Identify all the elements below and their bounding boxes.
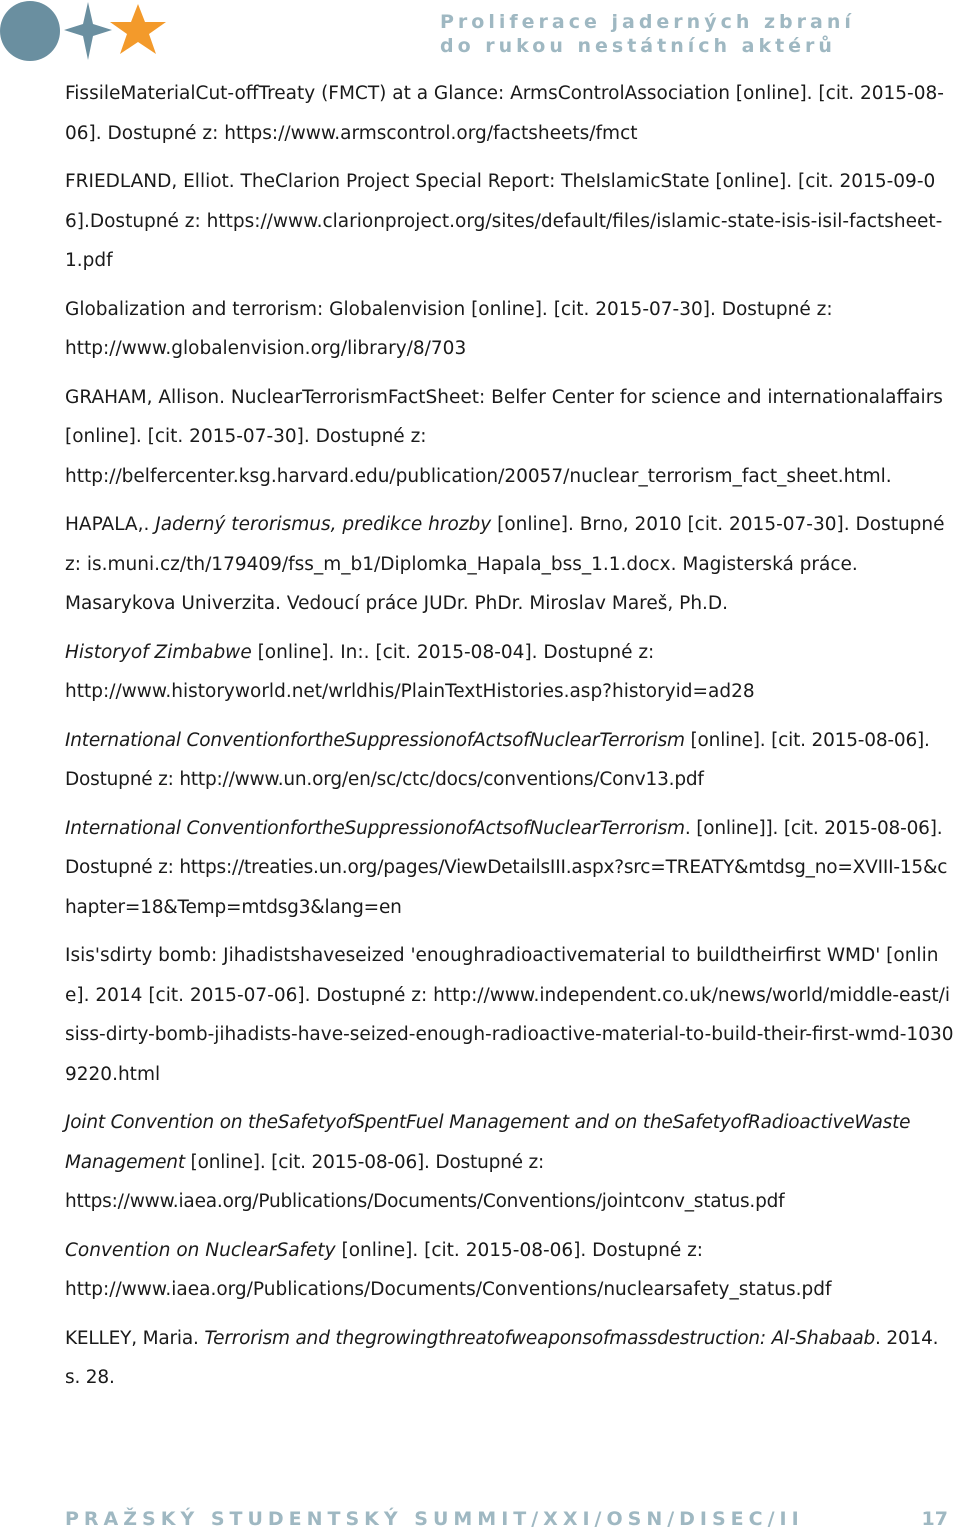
header-title: [440, 10, 855, 58]
reference-title: Convention on NuclearSafety: [65, 1239, 336, 1261]
page-number: 17: [921, 1508, 948, 1530]
reference-entry: FissileMaterialCut-offTreaty (FMCT) at a Glance: ArmsControlAssociation [online]. [cit. 2015-08-06]. Dostupné z: https://www.armscontrol.org/factsheets/fmct: [65, 83, 944, 144]
page-footer: [65, 1508, 948, 1530]
reference-entry: Joint Convention on theSafetyofSpentFuel Management and on theSafetyofRadioactiveWaste Management [online]. [cit. 2015-08-06]. Dostupné z: https://www.iaea.org/Publications/Documents/Conventions/jointconv_status.pdf: [65, 1112, 911, 1212]
reference-title: International ConventionfortheSuppressionofActsofNuclearTerrorism: [65, 817, 685, 839]
reference-entry: Convention on NuclearSafety [online]. [cit. 2015-08-06]. Dostupné z: http://www.iaea.org/Publications/Documents/Conventions/nuclearsafety_status.pdf: [65, 1239, 832, 1300]
reference-entry: Globalization and terrorism: Globalenvision [online]. [cit. 2015-07-30]. Dostupné z: http://www.globalenvision.org/library/8/703: [65, 298, 833, 359]
reference-entry: GRAHAM, Allison. NuclearTerrorismFactSheet: Belfer Center for science and internationalaffairs [online]. [cit. 2015-07-30]. Dostupné z: http://belfercenter.ksg.harvard.edu/publication/20057/nuclear_terrorism_fact_sheet.html.: [65, 386, 943, 487]
reference-entry: International ConventionfortheSuppressionofActsofNuclearTerrorism [online]. [cit. 2015-08-06]. Dostupné z: http://www.un.org/en/sc/ctc/docs/conventions/Conv13.pdf: [65, 729, 930, 790]
reference-entry: International ConventionfortheSuppressionofActsofNuclearTerrorism. [online]]. [cit. 2015-08-06]. Dostupné z: https://treaties.un.org/pages/ViewDetailsIII.aspx?src=TREATY&mtdsg_no=XVIII-15&chapter=18&Temp=mtdsg3&lang=en: [65, 817, 948, 918]
header-title-line2: do rukou nestátních aktérů: [440, 35, 836, 57]
reference-entry: KELLEY, Maria. Terrorism and thegrowingthreatofweaponsofmassdestruction: Al-Shabaab. 2014. s. 28.: [65, 1327, 939, 1388]
reference-entry: FRIEDLAND, Elliot. TheClarion Project Special Report: TheIslamicState [online]. [cit. 2015-09-06].Dostupné z: https://www.clarionproject.org/sites/default/files/islamic-state-isis-isil-factsheet-1.pdf: [65, 171, 943, 271]
reference-entry: HAPALA,. Jaderný terorismus, predikce hrozby [online]. Brno, 2010 [cit. 2015-07-30]. Dostupné z: is.muni.cz/th/179409/fss_m_b1/Diplomka_Hapala_bss_1.1.docx. Magisterská práce. Masarykova Univerzita. Vedoucí práce JUDr. PhDr. Miroslav Mareš, Ph.D.: [65, 514, 945, 614]
footer-label: PRAŽSKÝ STUDENTSKÝ SUMMIT/XXI/OSN/DISEC/II: [65, 1508, 804, 1530]
reference-entry: Historyof Zimbabwe [online]. In:. [cit. 2015-08-04]. Dostupné z: http://www.historyworld.net/wrldhis/PlainTextHistories.asp?historyid=ad28: [65, 641, 755, 702]
summit-logo: [0, 0, 180, 62]
reference-title: Jaderný terorismus, predikce hrozby: [155, 514, 492, 535]
reference-title: Terrorism and thegrowingthreatofweaponsofmassdestruction: Al-Shabaab: [204, 1327, 876, 1349]
reference-list: [65, 74, 957, 1407]
reference-title: Historyof Zimbabwe: [65, 641, 252, 663]
reference-entry: Isis'sdirty bomb: Jihadistshaveseized 'enoughradioactivematerial to buildtheirfirst WMD' [online]. 2014 [cit. 2015-07-06]. Dostupné z: http://www.independent.co.uk/news/world/middle-east/isiss-dirty-bomb-jihadists-have-seized-enough-radioactive-material-to-build-their-first-wmd-10309220.html: [65, 945, 954, 1085]
reference-title: International ConventionfortheSuppressionofActsofNuclearTerrorism: [65, 729, 685, 751]
header-title-line1: Proliferace jaderných zbraní: [440, 11, 855, 33]
reference-title: Joint Convention on theSafetyofSpentFuel Management and on theSafetyofRadioactiveWaste Management: [65, 1112, 911, 1173]
